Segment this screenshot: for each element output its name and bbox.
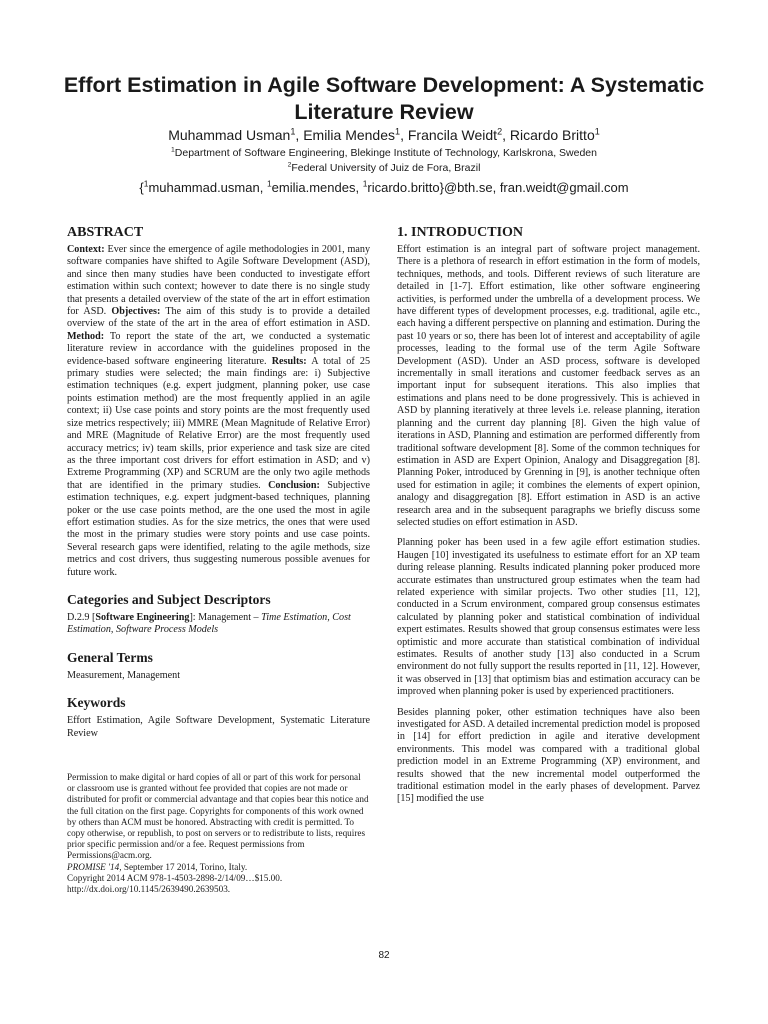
category-code: D.2.9 [ [67, 611, 96, 623]
email-mark: 1 [362, 178, 368, 189]
general-terms-text: Measurement, Management [67, 669, 181, 681]
email-mark: 1 [143, 178, 149, 189]
abstract-heading: ABSTRACT [67, 225, 144, 240]
category-italic: Time Estimation, Cost Estimation, Software Process Models [67, 611, 351, 636]
paper-title: Effort Estimation in Agile Software Development: A Systematic Literature Review [63, 73, 705, 124]
category-bold: Software Engineering [95, 611, 190, 623]
author-emails [40, 180, 728, 196]
copyright-line: Copyright 2014 ACM 978-1-4503-2898-2/14/09…$15.00. [67, 872, 283, 883]
objectives-label: Objectives: [111, 306, 161, 318]
conclusion-text: Subjective estimation techniques, e.g. expert judgment-based techniques, planning poker or the use case points method, are the one used the most in agile effort estimation studies. As for the size metrics, the ones that were used the most in the primary studies were story points and use case points. Several research gaps were identified, relating to the agile methods, size metrics and cost drivers, thus suggesting numerous possible avenues for future work. [67, 479, 371, 578]
venue-line [67, 862, 370, 873]
author-affiliation-mark: 1 [395, 126, 401, 137]
intro-paragraph-3: Besides planning poker, other estimation techniques have also been investigated for ASD. A detailed incremental prediction model is proposed in [14] for effort prediction in agile and iterative development environments. This model was compared with a traditional global prediction model in an Extreme Programming (XP) environment, and results showed that the new incremental model outperformed the traditional estimation model in the early phases of development. Parvez [15] modified the use [397, 706, 700, 805]
affiliation-number: 2 [287, 161, 292, 169]
intro-paragraph-2: Planning poker has been used in a few agile effort estimation studies. Haugen [10] investigated its usefulness to estimate effort for an XP team during release planning. Results indicated planning poker produced more accurate estimates than unstructured group estimates when the team had related experience with similar projects. Two other studies [11, 12], conducted in a Scrum environment, compared group consensus estimates calculated by planning poker and statistical combination of individual expert estimates. Results showed that group consensus estimates were less optimistic and more accurate than statistical combination of individual estimates. Results of another study [13] also conducted in a Scrum environment do not fully support the results reported in [11, 12]. However, it was observed in [13] that optimism bias and estimation accuracy can be improved when planning poker is used by experienced practitioners. [397, 537, 700, 698]
results-text: A total of 25 primary studies were selected; the main findings are: i) Subjective estimation techniques (e.g. expert judgment, planning poker, use case points estimation method) are the most frequently applied in an agile context; ii) Use case points and story points are the most frequently used size metrics respectively; iii) MMRE (Mean Magnitude of Relative Error) and MRE (Magnitude of Relative Error) are the most frequently used accuracy metrics; iv) team skills, prior experience and task size are cited as the three important cost drivers for effort estimation in ASD; and v) Extreme Programming (XP) and SCRUM are the only two agile methods that are identified in the primary studies. [67, 355, 371, 491]
doi-link[interactable]: http://dx.doi.org/10.1145/2639490.2639503. [67, 884, 231, 895]
author-list: Muhammad Usman$^1$, Emilia Mendes$^1$, Francila Weidt$^2$, Ricardo Britto$^1$ [168, 126, 600, 143]
affiliation-text: Federal University of Juiz de Fora, Brazil [291, 162, 481, 174]
email-mark: 1 [266, 178, 272, 189]
permission-text: Permission to make digital or hard copies of all or part of this work for personal or classroom use is granted without fee provided that copies are not made or distributed for profit or commercial advantage and that copies bear this notice and the full citation on the first page. Copyrights for components of this work owned by others than ACM must be honored. Abstracting with credit is permitted. To copy otherwise, or republish, to post on servers or to redistribute to lists, requires prior specific permission and/or a fee. Request permissions from Permissions@acm.org. [67, 772, 369, 861]
conclusion-label: Conclusion: [268, 479, 320, 491]
keywords-heading: Keywords [67, 695, 126, 711]
author-name: Emilia Mendes [303, 127, 396, 143]
email-part: ricardo.britto}@bth.se, fran.weidt@gmail.com [367, 180, 629, 195]
page-number: 82 [378, 950, 390, 961]
results-label: Results: [271, 355, 307, 367]
introduction-heading: 1. INTRODUCTION [397, 225, 524, 240]
keywords-text: Effort Estimation, Agile Software Development, Systematic Literature Review [67, 715, 370, 739]
author-name: Ricardo Britto [509, 127, 595, 143]
context-label: Context: [67, 244, 105, 255]
category-mid: ]: Management – [189, 611, 262, 623]
abstract-body [67, 244, 370, 579]
author-name: Muhammad Usman [168, 127, 291, 143]
objectives-text: The aim of this study is to provide a detailed overview of the state of the art in the area of effort estimation in ASD. [67, 306, 370, 330]
venue-details: September 17 2014, Torino, Italy. [121, 861, 248, 872]
author-affiliation-mark: 1 [594, 126, 600, 137]
intro-paragraph-1: Effort estimation is an integral part of software project management. There is a plethora of research in effort estimation in the form of models, techniques, methods, and tools. Different reviews of such literature are detailed in [1-7]. Effort estimation, like other software engineering activities, is performed under the umbrella of a development process. We have different types of development processes, e.g. traditional, agile etc., each having a different perspective on planning and estimation. During the past 10 years or so, there has been lot of interest and acceptability of agile processes, leading to the formal use of the term Agile Software Development (ASD). Under an ASD process, software is developed incrementally in small iterations and customer feedback serves as an important input for subsequent iterations. This also implies that estimations and plans need to be done progressively. This is achieved in ASD by planning iteratively at three levels i.e. release planning, iteration planning and the current day planning [8]. Given the high value of iterations in ASD, Planning and estimation are performed differently from traditional software development [8]. Some of the common techniques for estimation in ASD are Expert Opinion, Analogy and Disaggregation [8]. Planning Poker, introduced by Grenning in [9], is another technique often used for estimation in agile; it combines the elements of expert opinion, analogy and disaggregation [8]. Effort estimation in ASD is an active research area and in the subsequent paragraphs we briefly discuss some selected studies on effort estimation in ASD. [397, 244, 700, 528]
permission-block [67, 772, 370, 895]
email-brace: { [139, 180, 144, 195]
categories-heading: Categories and Subject Descriptors [67, 591, 271, 607]
context-text: Ever since the emergence of agile methodologies in 2001, many software companies have shifted to Agile Software Development (ASD), and since then many studies have been conducted to investigate effort estimation within such context; however to date there is no single study that presents a detailed overview of the state of the art in effort estimation for ASD. [67, 244, 371, 318]
right-column [397, 224, 700, 806]
affiliation-text: Department of Software Engineering, Blekinge Institute of Technology, Karlskrona, Sweden [174, 147, 597, 159]
method-text: To report the state of the art, we conducted a systematic literature review in accordance with the guidelines proposed in the evidence-based software engineering literature. [67, 330, 370, 367]
affiliation-1 [40, 147, 728, 160]
email-part: muhammad.usman, [148, 180, 267, 195]
general-terms-heading: General Terms [67, 649, 153, 665]
left-column [67, 224, 370, 895]
venue-name: PROMISE '14, [67, 861, 122, 872]
author-name: Francila Weidt [407, 127, 498, 143]
author-affiliation-mark: 1 [290, 126, 296, 137]
affiliation-2 [40, 162, 728, 175]
method-label: Method: [67, 330, 105, 342]
author-affiliation-mark: 2 [497, 126, 503, 137]
email-part: emilia.mendes, [271, 180, 363, 195]
categories-text [67, 612, 370, 637]
affiliation-number: 1 [171, 146, 175, 154]
